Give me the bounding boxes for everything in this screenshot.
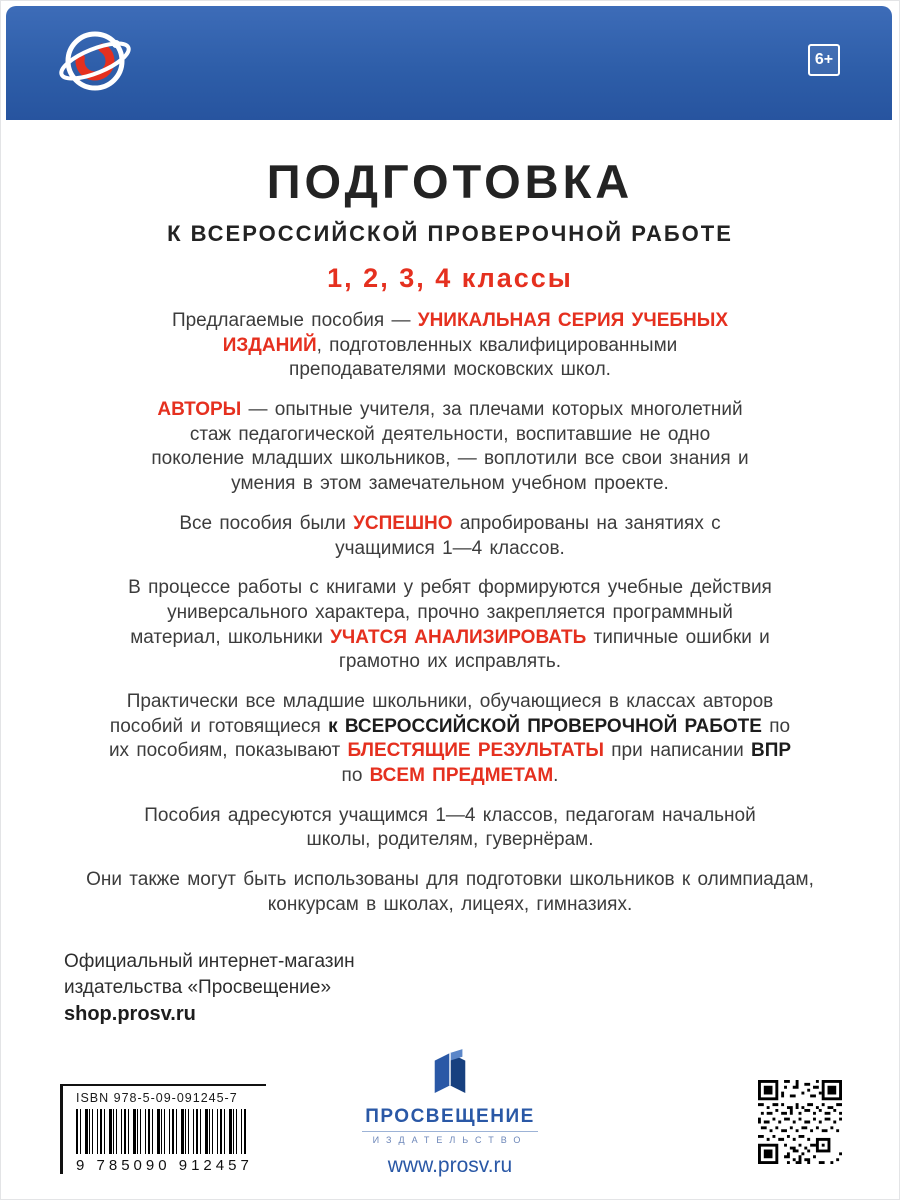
highlight-red: УЧАТСЯ АНАЛИЗИРОВАТЬ	[330, 626, 587, 648]
text-segment: апробированы на занятиях с учащимися 1—4 классов.	[335, 512, 721, 559]
paragraph-series	[150, 309, 750, 383]
text-segment: Практически все младшие школьники, обучающиеся в классах авторов пособий и готовящиеся	[109, 690, 774, 737]
highlight-red: БЛЕСТЯЩИЕ РЕЗУЛЬТАТЫ	[347, 740, 604, 762]
age-rating-badge: 6+	[808, 44, 840, 76]
paragraph-extra-use: Они также могут быть использованы для подготовки школьников к олимпиадам, конкурсам в школах, лицеях, гимназиях.	[86, 869, 814, 915]
text-segment: при написании	[603, 740, 751, 762]
highlight-bold: ВПР	[751, 740, 792, 762]
paragraph-process	[120, 576, 780, 675]
main-title: ПОДГОТОВКА	[266, 155, 634, 208]
paragraph-authors	[150, 398, 750, 497]
text-segment: Все пособия были	[179, 512, 354, 534]
text-segment: по	[341, 765, 370, 786]
isbn-barcode-block	[60, 1084, 266, 1174]
highlight-red: УСПЕШНО	[353, 512, 453, 534]
shop-url: shop.prosv.ru	[64, 1002, 196, 1025]
subtitle: К ВСЕРОССИЙСКОЙ ПРОВЕРОЧНОЙ РАБОТЕ	[167, 221, 733, 246]
grades-line: 1, 2, 3, 4 классы	[327, 263, 573, 293]
paragraph-results	[100, 690, 800, 789]
text-segment: , подготовленных квалифицированными преподавателями московских школ.	[289, 334, 678, 381]
publisher-website: www.prosv.ru	[387, 1154, 513, 1177]
publisher-book-logo	[429, 1049, 471, 1097]
text-segment: В процессе работы с книгами у ребят формируются учебные действия универсального характера, прочно закрепляется программный материал, школьники	[128, 577, 772, 648]
highlight-bold: к ВСЕРОССИЙСКОЙ ПРОВЕРОЧНОЙ РАБОТЕ	[328, 715, 762, 737]
highlight-red: УНИКАЛЬНАЯ СЕРИЯ УЧЕБНЫХ ИЗДАНИЙ	[222, 310, 729, 356]
shop-line-2: издательства «Просвещение»	[64, 977, 332, 999]
publisher-name: ПРОСВЕЩЕНИЕ	[365, 1106, 535, 1127]
publisher-globe-logo	[56, 22, 134, 100]
barcode	[76, 1109, 248, 1154]
qr-code	[758, 1080, 842, 1164]
text-segment: по их пособиям, показывают	[108, 715, 791, 762]
text-segment: типичные ошибки и грамотно их исправлять.	[338, 626, 770, 673]
text-segment: .	[553, 765, 559, 786]
header-band	[6, 6, 892, 120]
cover-text	[0, 120, 900, 1028]
paragraph-audience: Пособия адресуются учащимся 1—4 классов, педагогам начальной школы, родителям, гувернёрам.	[144, 804, 756, 851]
shop-info	[64, 949, 900, 1027]
publisher-subtitle: ИЗДАТЕЛЬСТВО	[362, 1131, 538, 1145]
shop-line-1: Официальный интернет-магазин	[64, 951, 355, 973]
publisher-block	[362, 1049, 538, 1178]
paragraph-tested	[150, 512, 750, 561]
highlight-red: АВТОРЫ	[157, 399, 242, 421]
isbn-text: ISBN 978-5-09-091245-7	[76, 1091, 238, 1105]
text-segment: Предлагаемые пособия —	[171, 310, 418, 331]
text-segment: — опытные учителя, за плечами которых многолетний стаж педагогической деятельности, воспитавшие не одно поколение младших школьников, — воплотили все свои знания и умения в этом замечательном учебном проекте.	[151, 399, 749, 495]
highlight-red: ВСЕМ ПРЕДМЕТАМ	[369, 765, 554, 786]
barcode-number: 9 785090 912457	[76, 1157, 253, 1174]
